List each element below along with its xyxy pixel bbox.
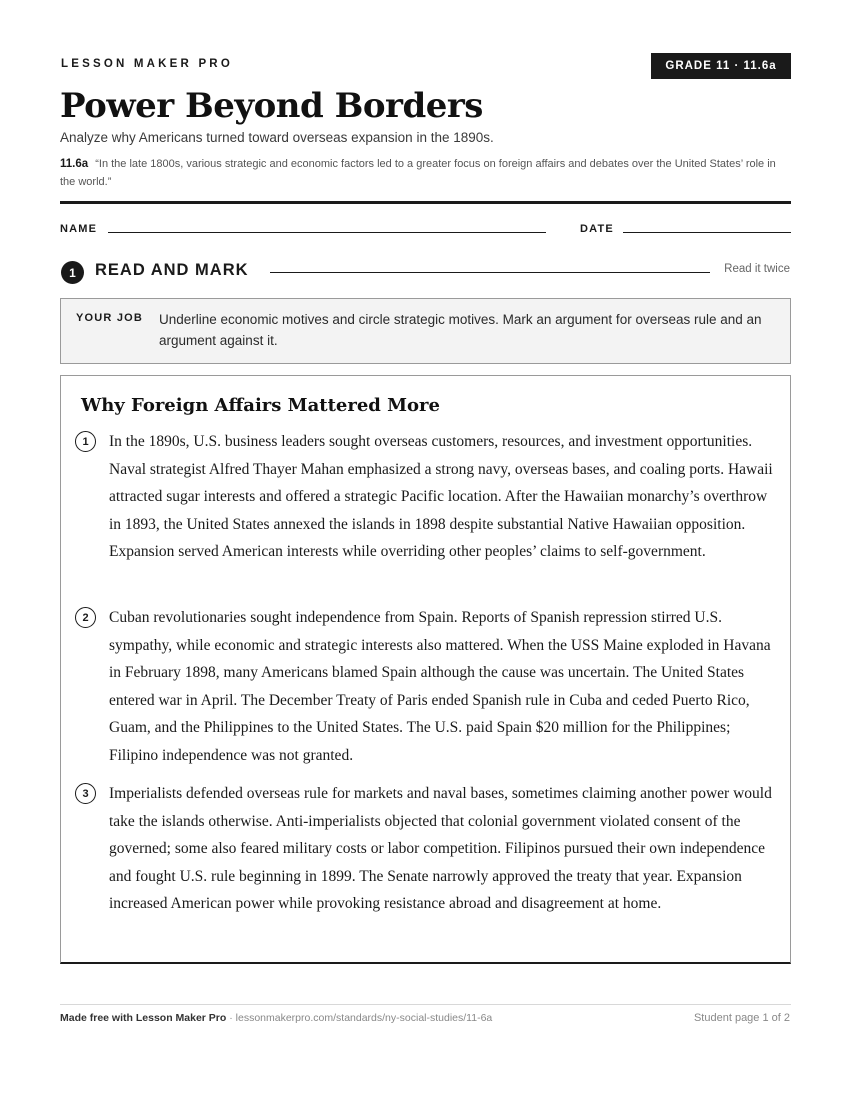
footer-url[interactable]: lessonmakerpro.com/standards/ny-social-studies/11-6a [235,1012,493,1024]
section-divider [270,272,710,273]
job-instructions: Underline economic motives and circle strategic motives. Mark an argument for overseas rule and an argument against it. [159,312,762,348]
job-label: YOUR JOB [76,312,144,324]
standard-statement [60,155,790,191]
header-divider [60,201,791,204]
page-title: Power Beyond Borders [60,86,483,126]
reading-passage [60,375,791,964]
paragraph-text: Cuban revolutionaries sought independence from Spain. Reports of Spanish repression stirred U.S. sympathy, while economic and strategic interests also mattered. When the USS Maine exploded in Havana in February 1898, many Americans blamed Spain although the cause was uncertain. The United States entered war in April. The December Treaty of Paris ended Spanish rule in Cuba and ceded Puerto Rico, Guam, and the Philippines to the United States. The U.S. paid Spain $20 million for the Philippines; Filipino independence was not granted. [109,609,771,764]
brand-name: LESSON MAKER PRO [61,58,233,70]
name-field[interactable] [108,232,546,233]
standard-code: 11.6a [60,158,89,170]
standard-text: “In the late 1800s, various strategic and economic factors led to a greater focus on foreign affairs and debates over the United States’ role in the world.” [60,158,776,188]
name-label: NAME [60,223,98,235]
paragraph-text: Imperialists defended overseas rule for markets and naval bases, sometimes claiming another power would take the islands otherwise. Anti-imperialists objected that colonial government violated consent of the governed; some also feared military costs or labor competition. Filipinos pursued their own independence and fought U.S. rule beginning in 1899. The Senate narrowly approved the treaty that year. Expansion increased American power while provoking resistance abroad and disagreement at home. [109,785,772,913]
paragraph-number: 1 [75,431,96,452]
reading-title: Why Foreign Affairs Mattered More [81,395,440,416]
date-field[interactable] [623,232,791,233]
paragraph-number: 2 [75,607,96,628]
footer-credit [60,1012,492,1024]
section-title: READ AND MARK [95,261,249,279]
job-box [60,298,791,364]
grade-badge: GRADE 11 · 11.6a [651,53,791,79]
section-number-badge: 1 [61,261,84,284]
footer-page-number: Student page 1 of 2 [693,1012,790,1024]
page-subtitle: Analyze why Americans turned toward overseas expansion in the 1890s. [60,130,494,145]
date-label: DATE [580,223,614,235]
section-note: Read it twice [724,263,790,275]
paragraph-number: 3 [75,783,96,804]
footer-divider [60,1004,791,1005]
footer-separator: · [226,1012,236,1024]
paragraph-text: In the 1890s, U.S. business leaders sought overseas customers, resources, and investment opportunities. Naval strategist Alfred Thayer Mahan emphasized a strong navy, overseas bases, and coaling ports. Hawaii attracted sugar interests and offered a strategic Pacific location. After the Hawaiian monarchy’s overthrow in 1893, the United States annexed the islands in 1898 despite substantial Native Hawaiian opposition. Expansion served American interests while overriding other peoples’ claims to self-government. [109,433,773,561]
footer-made-with: Made free with Lesson Maker Pro [60,1012,227,1024]
